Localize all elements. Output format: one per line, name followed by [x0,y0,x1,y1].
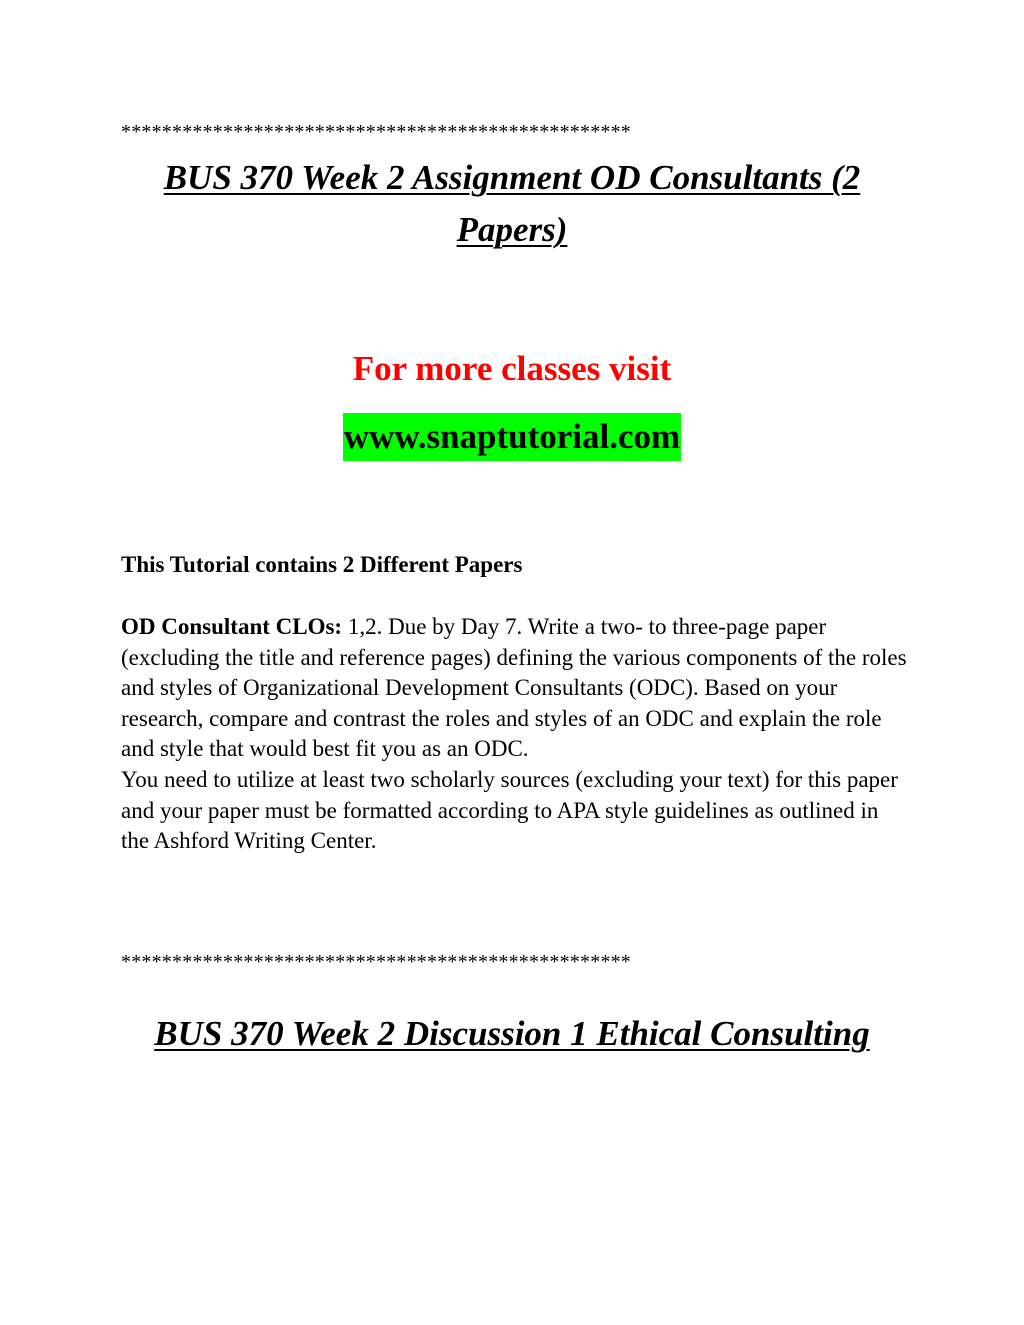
description-lead: OD Consultant CLOs: [121,614,343,639]
description-paragraph-2: You need to utilize at least two scholarly sources (excluding your text) for this paper and your paper must be formatted according to APA style guidelines as outlined in the Ashford Writing Center. [121,766,898,854]
discussion-heading: BUS 370 Week 2 Discussion 1 Ethical Consulting [154,1014,870,1053]
promo-visit-text: For more classes visit [352,349,672,388]
promo-url-link[interactable]: www.snaptutorial.com [343,413,681,461]
tutorial-intro: This Tutorial contains 2 Different Papers [121,552,523,577]
assignment-description [121,612,911,857]
separator-stars-bottom: ************************************************** [121,951,631,973]
assignment-heading: BUS 370 Week 2 Assignment OD Consultants (2 Papers) [163,158,861,249]
description-text-1: 1,2. Due by Day 7. Write a two- to three-page paper (excluding the title and reference pages) defining the various components of the roles and styles of Organizational Development Consultants (ODC). Based on your research, compare and contrast the roles and styles of an ODC and explain the role and style that would best fit you as an ODC. [121,614,907,762]
description-paragraph-1 [121,612,911,765]
promo-url-container [0,413,1024,461]
separator-stars-top: ************************************************** [121,121,631,143]
